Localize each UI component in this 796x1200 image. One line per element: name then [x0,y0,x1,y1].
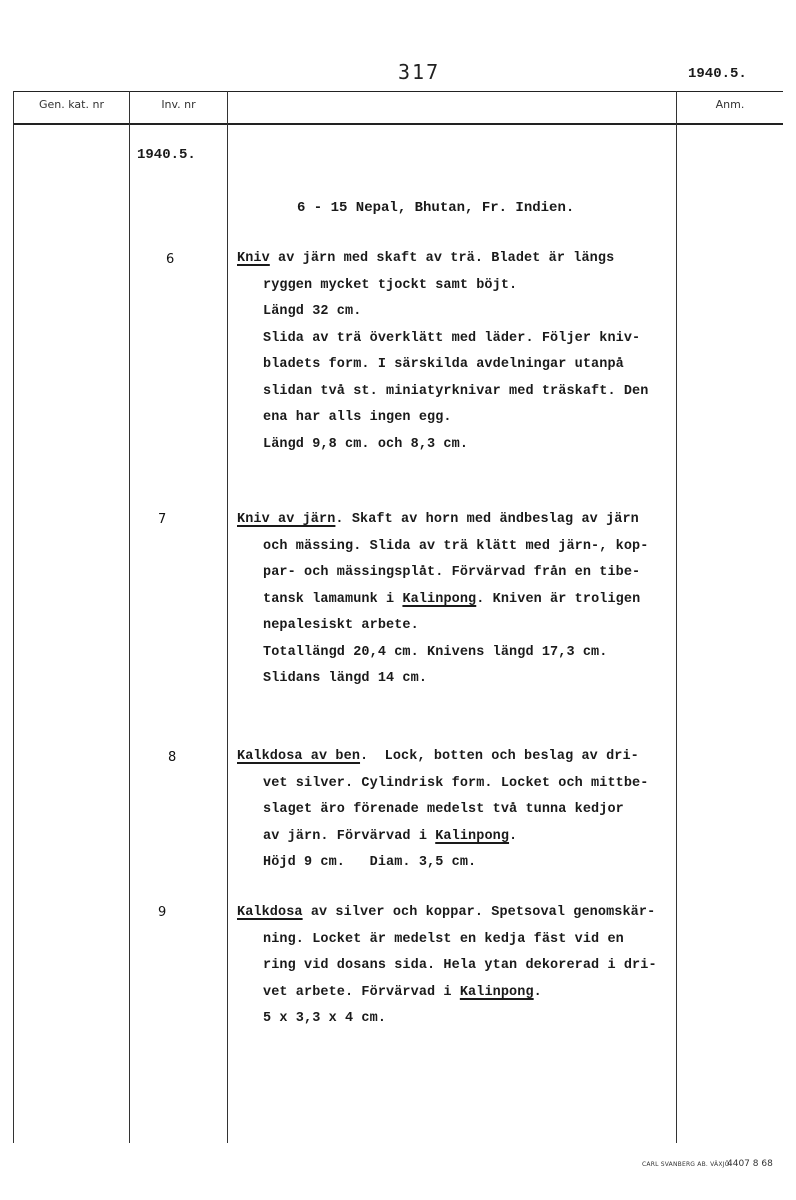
entry-line: Totallängd 20,4 cm. Knivens längd 17,3 cm. [263,644,608,660]
entry-line: Längd 32 cm. [263,304,362,319]
entry-text: av järn. Förvärvad i [263,828,436,844]
place-name: Kalinpong [459,984,534,1000]
catalog-entry [237,246,677,458]
object-name: Kniv [237,251,270,266]
inv-heading: 1940.5. [137,147,196,163]
inv-number: 8 [168,750,177,765]
entry-line: Slidans längd 14 cm. [263,671,428,686]
entry-line [237,824,677,851]
entry-text: . Lock, botten och beslag av dri- [360,749,639,764]
header-inv-nr: Inv. nr [161,98,196,111]
entry-text: . [533,984,542,1000]
form-code: 4407 8 68 [727,1159,773,1169]
entry-line: slaget äro förenade medelst två tunna kedjor [263,802,624,817]
header-anm: Anm. [715,98,745,111]
entry-line: ryggen mycket tjockt samt böjt. [263,277,518,293]
entry-line: par- och mässingsplåt. Förvärvad från en tibe- [263,565,641,580]
entry-line [237,980,677,1007]
object-name: Kniv av järn [237,512,336,527]
entry-line: 5 x 3,3 x 4 cm. [263,1011,387,1026]
entry-line: slidan två st. miniatyrknivar med träskaft. Den [263,383,649,399]
section-title: 6 - 15 Nepal, Bhutan, Fr. Indien. [297,200,575,216]
entry-line: ning. Locket är medelst en kedja fäst vid en [263,931,624,947]
inv-number: 6 [166,252,175,267]
entry-text: av silver och koppar. Spetsoval genomskär- [302,905,656,920]
printer-imprint: CARL SVANBERG AB. VÄXJÖ [642,1161,730,1168]
catalog-entry [237,507,677,693]
object-name: Kalkdosa av ben [237,749,361,764]
catalog-entry [237,744,677,877]
entry-line [237,507,677,534]
inv-number: 7 [158,512,167,527]
entry-line: bladets form. I särskilda avdelningar utanpå [263,357,624,372]
entry-line [237,744,677,771]
entry-line: och mässing. Slida av trä klätt med järn-, kop- [263,538,649,554]
place-name: Kalinpong [435,828,510,844]
entry-text: . [509,828,518,844]
entry-line: Slida av trä överklätt med läder. Följer kniv- [263,330,641,346]
entry-text: . Kniven är troligen [476,591,641,607]
place-name: Kalinpong [402,591,477,607]
catalog-entry [237,900,677,1033]
entry-line: ring vid dosans sida. Hela ytan dekorerad i dri- [263,958,657,973]
entry-line [237,587,677,614]
entry-line [237,900,677,927]
entry-line: ena har alls ingen egg. [263,410,452,425]
entry-text: vet arbete. Förvärvad i [263,984,460,1000]
col-divider-inv-text [227,91,228,1143]
entry-line: Höjd 9 cm. Diam. 3,5 cm. [263,855,477,870]
col-divider-gen-inv [129,91,130,1143]
entry-text: tansk lamamunk i [263,591,403,607]
top-reference: 1940.5. [688,66,747,82]
entry-line: vet silver. Cylindrisk form. Locket och mittbe- [263,775,649,791]
entry-line [237,246,677,273]
page-number: 317 [398,60,441,84]
header-gen-kat-nr: Gen. kat. nr [39,98,104,111]
entry-text: av järn med skaft av trä. Bladet är längs [269,251,615,266]
entry-line: Längd 9,8 cm. och 8,3 cm. [263,436,469,452]
inv-number: 9 [158,905,167,920]
entry-text: . Skaft av horn med ändbeslag av järn [335,512,639,527]
left-border [13,91,14,1143]
object-name: Kalkdosa [237,905,303,920]
entry-line: nepalesiskt arbete. [263,618,419,633]
